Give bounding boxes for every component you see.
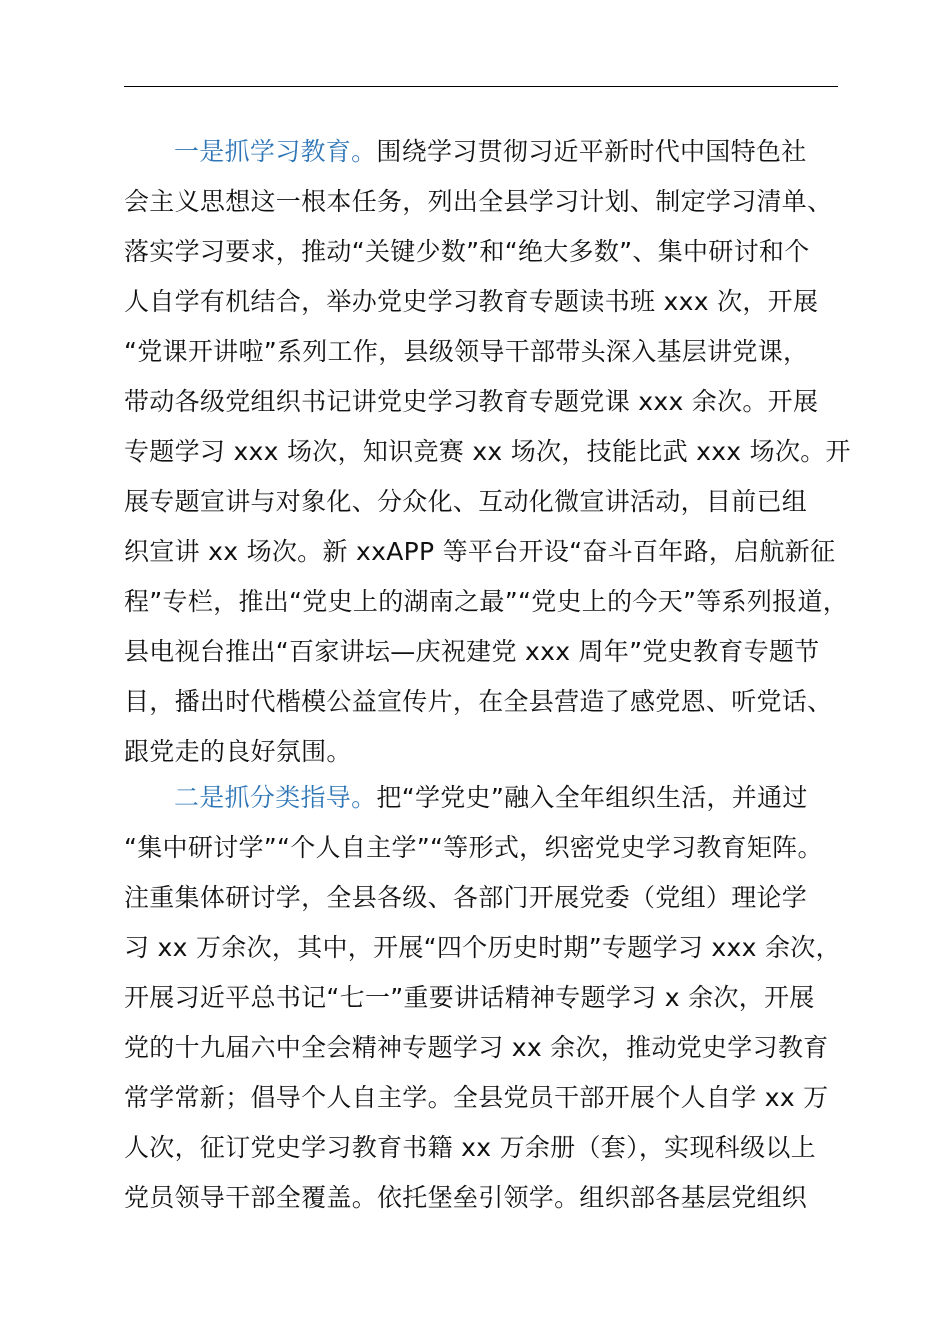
paragraph-1-line-12: 目，播出时代楷模公益宣传片，在全县营造了感党恩、听党话、 [124, 687, 833, 716]
paragraph-2-line-3: 注重集体研讨学，全县各级、各部门开展党委（党组）理论学 [124, 883, 808, 912]
paragraph-1-line-10: 程”专栏，推出“党史上的湖南之最”“党史上的今天”等系列报道， [124, 587, 849, 616]
paragraph-1-line-1 [174, 127, 914, 177]
line-text: 把“学党史”融入全年组织生活，并通过 [376, 783, 808, 812]
paragraph-1-line-6: 带动各级党组织书记讲党史学习教育专题党课 xxx 余次。开展 [124, 387, 819, 416]
section-heading-classified-guidance: 二是抓分类指导。 [174, 783, 377, 812]
paragraph-2-line-2: “集中研讨学”“个人自主学”“等形式，织密党史学习教育矩阵。 [124, 833, 823, 862]
paragraph-1-line-5: “党课开讲啦”系列工作，县级领导干部带头深入基层讲党课， [124, 337, 809, 366]
paragraph-1-line-3: 落实学习要求，推动“关键少数”和“绝大多数”、集中研讨和个 [124, 237, 810, 266]
paragraph-2-line-8: 人次，征订党史学习教育书籍 xx 万余册（套），实现科级以上 [124, 1133, 816, 1162]
paragraph-2-line-9: 党员领导干部全覆盖。依托堡垒引领学。组织部各基层党组织 [124, 1183, 808, 1212]
paragraph-1-line-9: 织宣讲 xx 场次。新 xxAPP 等平台开设“奋斗百年路，启航新征 [124, 537, 836, 566]
paragraph-2-line-4: 习 xx 万余次，其中，开展“四个历史时期”专题学习 xxx 余次， [124, 933, 841, 962]
paragraph-2-line-6: 党的十九届六中全会精神专题学习 xx 余次，推动党史学习教育 [124, 1033, 829, 1062]
line-text: 围绕学习贯彻习近平新时代中国特色社 [376, 137, 807, 166]
paragraph-2-line-1 [174, 773, 914, 823]
paragraph-1-line-8: 展专题宣讲与对象化、分众化、互动化微宣讲活动，目前已组 [124, 487, 808, 516]
paragraph-1-line-4: 人自学有机结合，举办党史学习教育专题读书班 xxx 次，开展 [124, 287, 819, 316]
paragraph-1-line-13: 跟党走的良好氛围。 [124, 737, 352, 766]
paragraph-1-line-11: 县电视台推出“百家讲坛—庆祝建党 xxx 周年”党史教育专题节 [124, 637, 820, 666]
paragraph-2-line-7: 常学常新；倡导个人自主学。全县党员干部开展个人自学 xx 万 [124, 1083, 829, 1112]
paragraph-1-line-2: 会主义思想这一根本任务，列出全县学习计划、制定学习清单、 [124, 187, 833, 216]
paragraph-1-line-7: 专题学习 xxx 场次，知识竞赛 xx 场次，技能比武 xxx 场次。开 [124, 437, 851, 466]
section-heading-study-education: 一是抓学习教育。 [174, 137, 377, 166]
header-rule [124, 86, 838, 87]
paragraph-2-line-5: 开展习近平总书记“七一”重要讲话精神专题学习 x 余次，开展 [124, 983, 815, 1012]
